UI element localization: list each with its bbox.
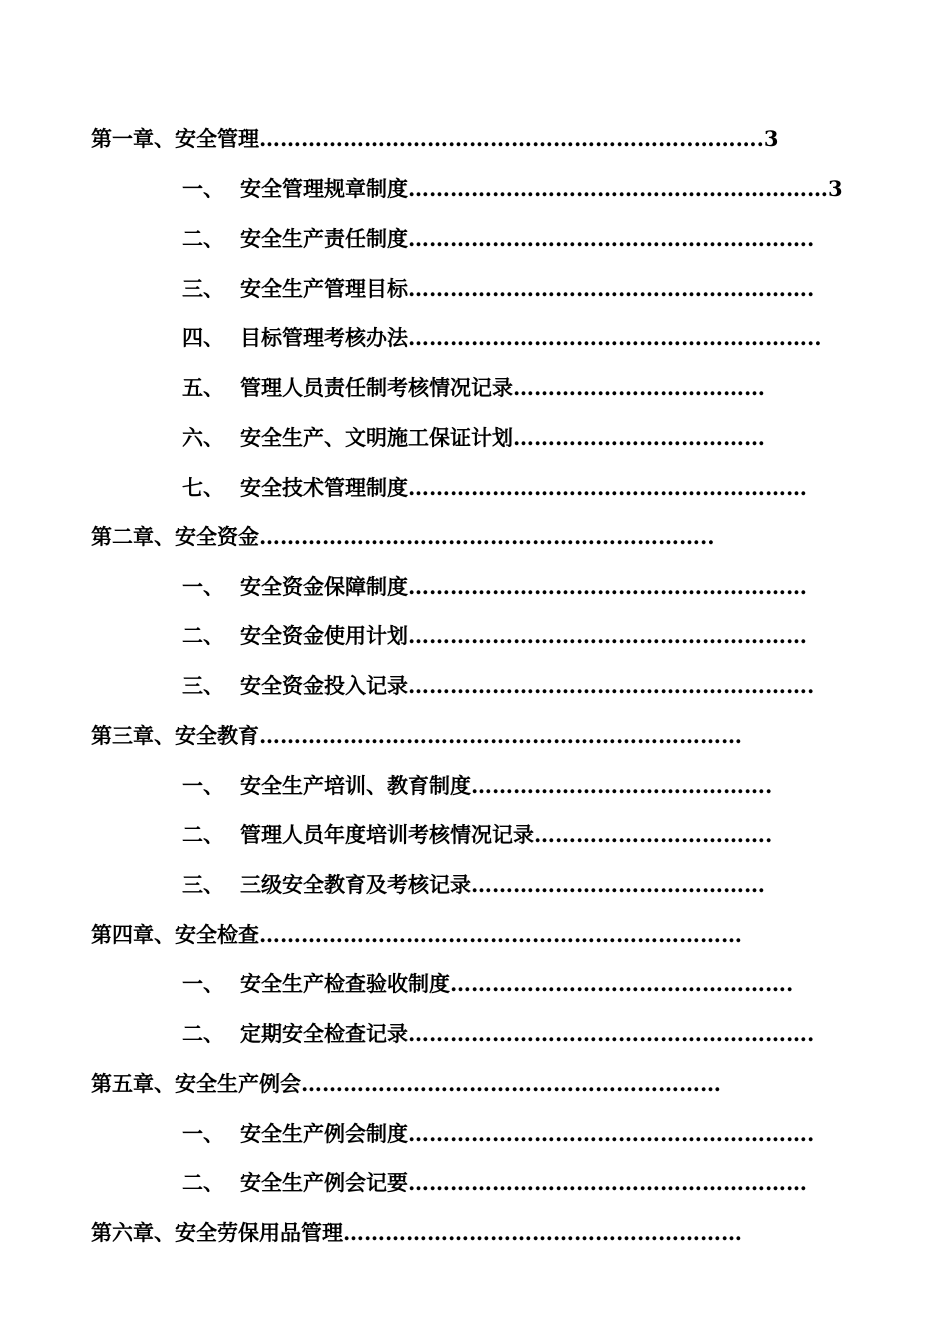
- toc-section-5-2: [182, 1168, 807, 1198]
- toc-section-number: 五、: [182, 375, 224, 400]
- toc-entry-text: 第一章、安全管理……………………………………………………..……….3: [91, 126, 779, 151]
- toc-entry-text: 定期安全检查记录………………………………………………….: [240, 1021, 815, 1046]
- toc-entry-text: 第二章、安全资金………………………………………………………..: [91, 524, 715, 549]
- toc-section-number: 四、: [182, 325, 224, 350]
- toc-section-number: 二、: [182, 1170, 224, 1195]
- toc-section-3-3: [182, 870, 765, 900]
- toc-entry-text: 安全生产培训、教育制度…………………………………….: [240, 773, 773, 798]
- toc-entry-text: 第三章、安全教育……………………………………………………………: [91, 723, 742, 748]
- toc-chapter-2: [91, 522, 715, 552]
- toc-section-number: 二、: [182, 623, 224, 648]
- toc-section-2-3: [182, 671, 814, 701]
- toc-section-4-1: [182, 969, 793, 999]
- toc-entry-text: 安全资金投入记录………………………………………………….: [240, 673, 815, 698]
- toc-section-1-2: [182, 224, 814, 254]
- toc-section-number: 一、: [182, 971, 224, 996]
- toc-section-1-4: [182, 323, 822, 353]
- toc-entry-text: 第四章、安全检查……………………………………………………………: [91, 922, 742, 947]
- toc-section-number: 三、: [182, 872, 224, 897]
- toc-section-2-2: [182, 621, 807, 651]
- toc-section-number: 三、: [182, 276, 224, 301]
- toc-section-1-1: [182, 174, 843, 204]
- toc-entry-text: 安全生产责任制度………………………………………………….: [240, 226, 815, 251]
- toc-section-number: 二、: [182, 822, 224, 847]
- toc-chapter-1: [91, 124, 779, 154]
- toc-entry-text: 三级安全教育及考核记录……………………………………: [240, 872, 765, 897]
- toc-entry-text: 第五章、安全生产例会……………………………………………………: [91, 1071, 721, 1096]
- toc-section-1-7: [182, 473, 807, 503]
- toc-chapter-5: [91, 1069, 721, 1099]
- toc-entry-text: 管理人员年度培训考核情况记录…………………………….: [240, 822, 773, 847]
- toc-section-4-2: [182, 1019, 814, 1049]
- toc-chapter-4: [91, 920, 742, 950]
- toc-section-3-1: [182, 771, 772, 801]
- toc-entry-text: 安全生产例会制度………………………………………………….: [240, 1121, 815, 1146]
- toc-section-number: 一、: [182, 176, 224, 201]
- toc-section-1-5: [182, 373, 765, 403]
- toc-section-number: 一、: [182, 1121, 224, 1146]
- toc-chapter-6: [91, 1218, 742, 1248]
- toc-section-1-6: [182, 423, 765, 453]
- toc-section-number: 六、: [182, 425, 224, 450]
- toc-chapter-3: [91, 721, 742, 751]
- toc-section-number: 二、: [182, 226, 224, 251]
- toc-entry-text: 安全生产例会记要…………………………………………………: [240, 1170, 807, 1195]
- toc-entry-text: 目标管理考核办法…………………………………………………..: [240, 325, 822, 350]
- toc-entry-text: 安全管理规章制度……………………………………………………3: [240, 176, 843, 201]
- toc-section-5-1: [182, 1119, 814, 1149]
- toc-section-number: 一、: [182, 574, 224, 599]
- toc-entry-text: 安全生产、文明施工保证计划………………………………: [240, 425, 765, 450]
- toc-section-number: 七、: [182, 475, 224, 500]
- toc-entry-text: 第六章、安全劳保用品管理…………………………………………………: [91, 1220, 742, 1245]
- toc-section-3-2: [182, 820, 772, 850]
- toc-section-1-3: [182, 274, 814, 304]
- toc-section-number: 三、: [182, 673, 224, 698]
- toc-entry-text: 安全生产检查验收制度………………………………………….: [240, 971, 794, 996]
- toc-section-2-1: [182, 572, 807, 602]
- toc-entry-text: 安全资金保障制度…………………………………………………: [240, 574, 807, 599]
- toc-entry-text: 管理人员责任制考核情况记录………………………………: [240, 375, 765, 400]
- toc-entry-text: 安全资金使用计划…………………………………………………: [240, 623, 807, 648]
- toc-section-number: 一、: [182, 773, 224, 798]
- toc-section-number: 二、: [182, 1021, 224, 1046]
- toc-entry-text: 安全生产管理目标………………………………………………….: [240, 276, 815, 301]
- toc-entry-text: 安全技术管理制度…………………………………………………: [240, 475, 807, 500]
